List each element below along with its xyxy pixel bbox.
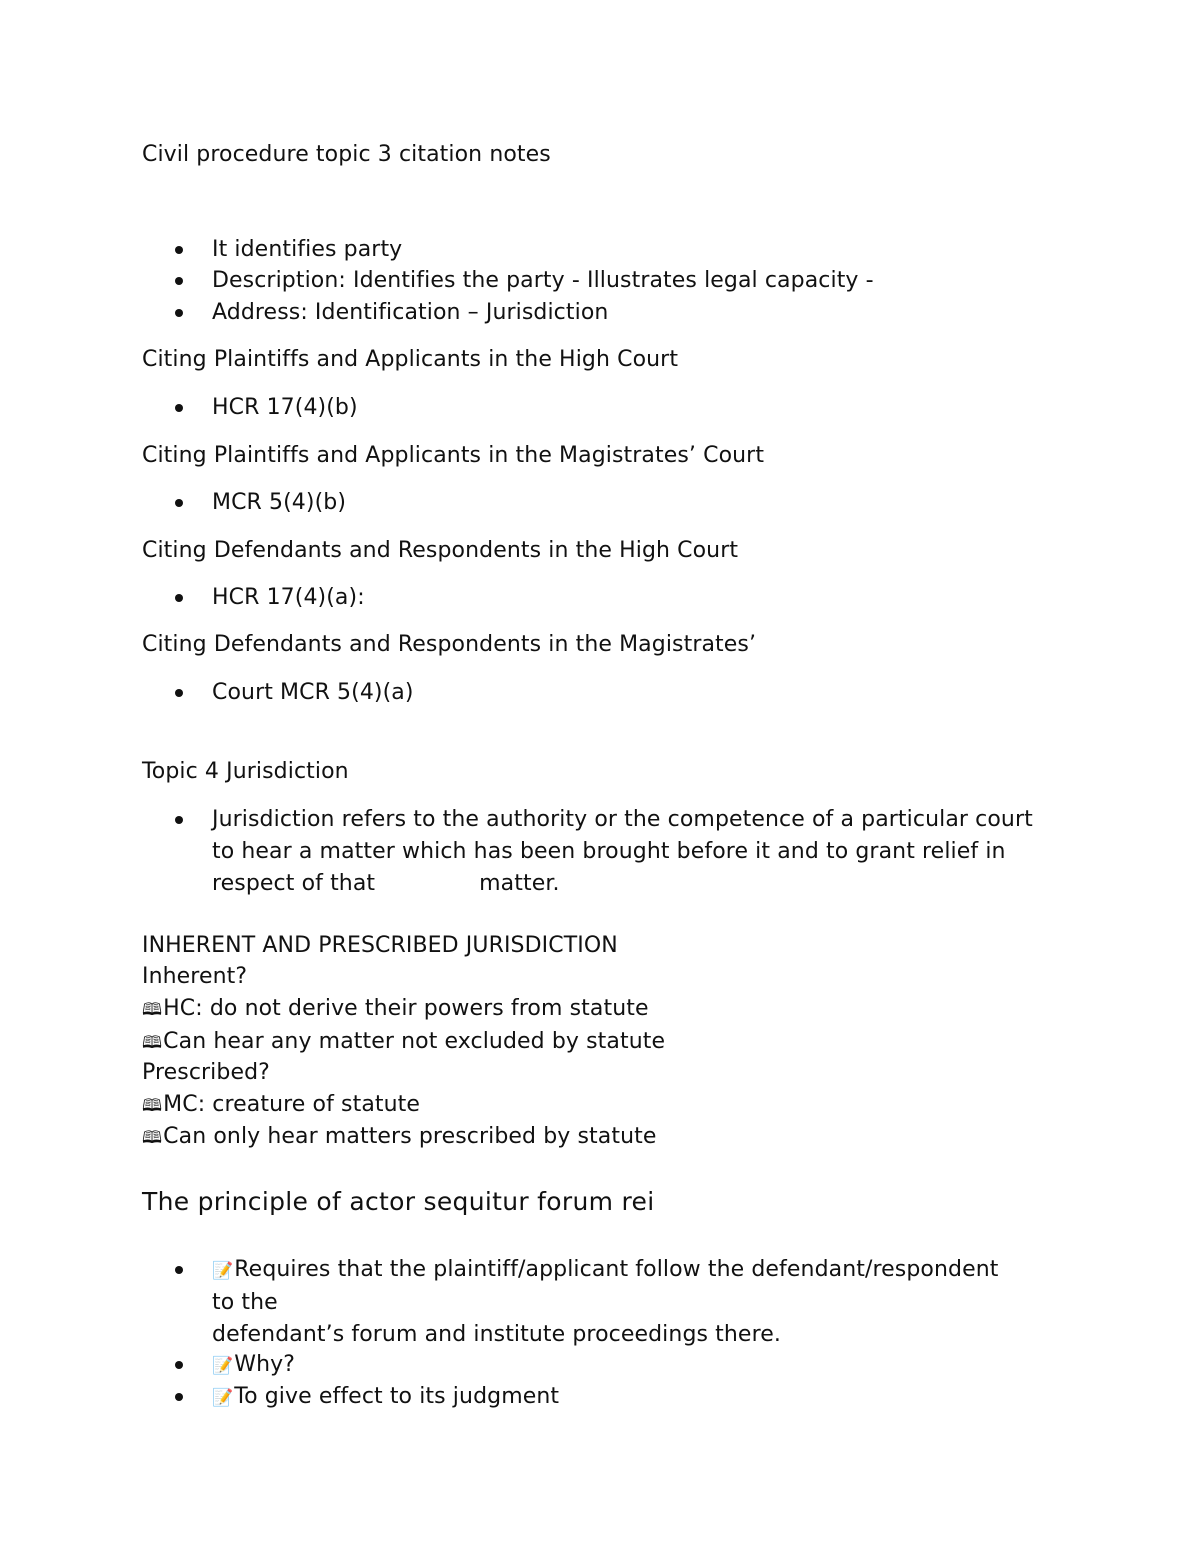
- list-item-text: It identifies party: [212, 237, 403, 262]
- list-item: [175, 265, 874, 297]
- list-item: [175, 487, 346, 519]
- list-item: [175, 297, 608, 329]
- bullet-icon: [175, 246, 183, 254]
- bullet-icon: [175, 309, 183, 317]
- bookmark-icon: 🕮: [142, 1128, 163, 1148]
- section-heading: Citing Plaintiffs and Applicants in the High Court: [142, 347, 679, 372]
- bookmark-icon: 🕮: [142, 1096, 163, 1116]
- bullet-icon: [175, 689, 183, 697]
- list-item-line: to the: [212, 1290, 278, 1315]
- list-item-text: HCR 17(4)(b): [212, 395, 358, 420]
- bullet-icon: [175, 816, 183, 824]
- list-item-line: defendant’s forum and institute proceedings there.: [212, 1322, 781, 1347]
- list-item-text: HCR 17(4)(a):: [212, 585, 365, 610]
- bookmark-icon: 🕮: [142, 1000, 163, 1020]
- list-item-text: Description: Identifies the party - Illustrates legal capacity -: [212, 268, 874, 293]
- memo-icon: 📝: [212, 1388, 234, 1408]
- section-heading: The principle of actor sequitur forum rei: [142, 1187, 655, 1216]
- list-item-text: MCR 5(4)(b): [212, 490, 347, 515]
- list-item: [175, 1349, 295, 1382]
- section-heading: Citing Defendants and Respondents in the High Court: [142, 538, 739, 563]
- section-heading: Citing Plaintiffs and Applicants in the Magistrates’ Court: [142, 443, 765, 468]
- list-item: [175, 1381, 559, 1414]
- subheading-inherent: Inherent?: [142, 964, 248, 989]
- bookmark-icon: 🕮: [142, 1033, 163, 1053]
- bullet-icon: [175, 404, 183, 412]
- list-item: [175, 1254, 999, 1351]
- memo-icon: 📝: [212, 1356, 234, 1376]
- list-item-text: Can hear any matter not excluded by statute: [163, 1029, 666, 1054]
- memo-icon: 📝: [212, 1261, 234, 1281]
- list-item-text: [212, 1381, 559, 1414]
- list-item: [175, 582, 365, 614]
- bullet-icon: [175, 1361, 183, 1369]
- list-item-text: [212, 1349, 295, 1382]
- list-item: [175, 804, 1042, 900]
- bullet-icon: [175, 1393, 183, 1401]
- list-item: [142, 1090, 420, 1121]
- list-item-line: Why?: [234, 1352, 296, 1377]
- list-item-text: HC: do not derive their powers from statute: [163, 996, 649, 1021]
- list-item: [175, 677, 414, 709]
- document-title: Civil procedure topic 3 citation notes: [142, 142, 551, 167]
- list-item: [142, 1027, 665, 1058]
- list-item: [142, 994, 649, 1025]
- jurisdiction-definition: Jurisdiction refers to the authority or the competence of a particular court to hear a matter which has been brought before it and to grant relief in respect of that: [212, 807, 1033, 896]
- list-item-line: Requires that the plaintiff/applicant follow the defendant/respondent: [234, 1257, 999, 1282]
- section-heading: Citing Defendants and Respondents in the Magistrates’: [142, 632, 757, 657]
- list-item-text: Address: Identification – Jurisdiction: [212, 300, 609, 325]
- section-heading: INHERENT AND PRESCRIBED JURISDICTION: [142, 933, 618, 958]
- list-item-text: Court MCR 5(4)(a): [212, 680, 414, 705]
- list-item-line: To give effect to its judgment: [234, 1384, 560, 1409]
- list-item-text: [212, 804, 1042, 900]
- list-item: [175, 392, 358, 424]
- list-item: [175, 234, 402, 266]
- list-item-text: Can only hear matters prescribed by statute: [163, 1124, 657, 1149]
- list-item-text: [212, 1254, 999, 1287]
- bullet-icon: [175, 594, 183, 602]
- bullet-icon: [175, 277, 183, 285]
- jurisdiction-definition-end: matter.: [479, 871, 560, 896]
- section-heading: Topic 4 Jurisdiction: [142, 759, 349, 784]
- bullet-icon: [175, 1266, 183, 1274]
- list-item-text: MC: creature of statute: [163, 1092, 421, 1117]
- bullet-icon: [175, 499, 183, 507]
- subheading-prescribed: Prescribed?: [142, 1060, 270, 1085]
- list-item: [142, 1122, 656, 1153]
